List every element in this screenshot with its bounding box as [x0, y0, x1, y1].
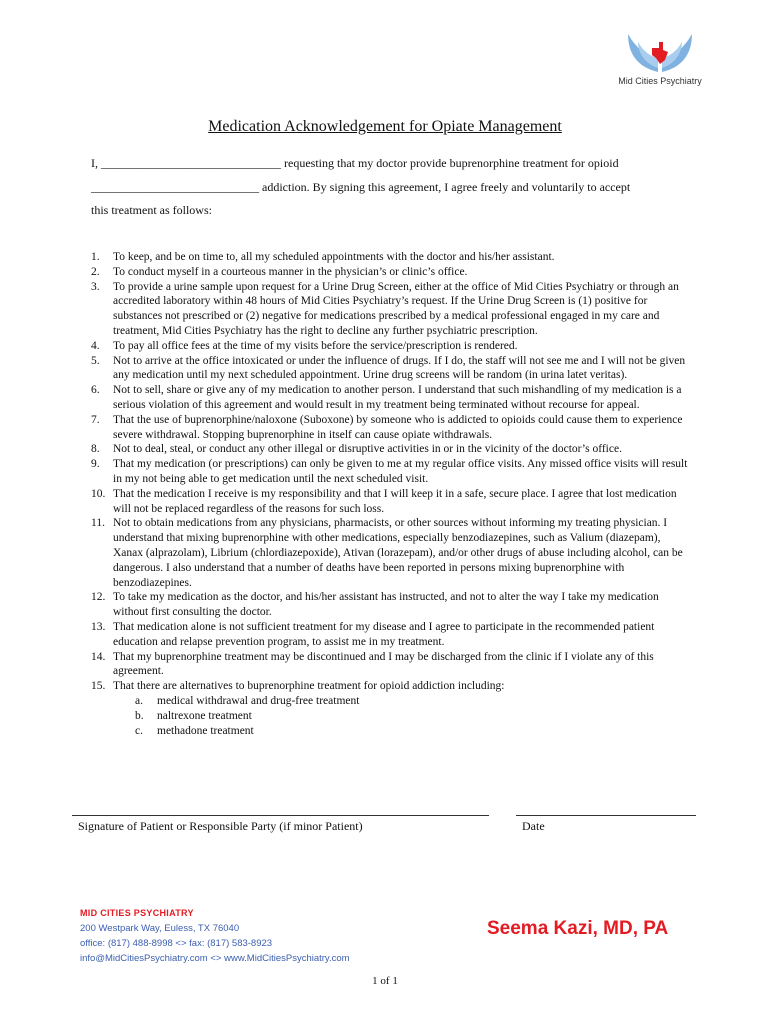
list-item-number: 7. [91, 413, 100, 426]
list-item-number: 4. [91, 339, 100, 352]
footer-org: MID CITIES PSYCHIATRY [80, 908, 194, 918]
list-item-number: 3. [91, 280, 100, 293]
alternatives-sublist [113, 694, 691, 738]
patient-signature-line[interactable] [72, 815, 489, 816]
sublist-item-letter: c. [135, 724, 143, 737]
list-item [91, 354, 691, 384]
patient-signature-label: Signature of Patient or Responsible Party (if minor Patient) [78, 819, 363, 833]
list-item [91, 265, 691, 280]
list-item-number: 1. [91, 251, 100, 263]
list-item-number: 6. [91, 384, 100, 397]
date-label: Date [522, 819, 545, 833]
footer-address: 200 Westpark Way, Euless, TX 76040 [80, 923, 240, 934]
list-item-text: To pay all office fees at the time of my visits before the service/prescription is rendered. [113, 339, 518, 352]
clinic-logo [600, 28, 720, 90]
list-item [91, 442, 691, 457]
list-item-text: That my medication (or prescriptions) can only be given to me at my regular office visits. Any missed office visits will result in my not being able to get medication until the next scheduled visit. [113, 458, 688, 485]
footer-contact [80, 906, 350, 966]
logo-wings-icon [622, 28, 698, 76]
page-number: 1 of 1 [372, 975, 398, 987]
list-item-number: 13. [91, 620, 106, 633]
list-item-number: 14. [91, 650, 106, 663]
list-item-text: That the use of buprenorphine/naloxone (Suboxone) by someone who is addicted to opioids could cause them to experience severe withdrawal. Stopping buprenorphine in itself can cause opiate withdrawals. [113, 413, 683, 441]
agreement-list [91, 250, 691, 738]
list-item [91, 487, 691, 517]
list-item-text: To take my medication as the doctor, and his/her assistant has instructed, and not to alter the way I take my medication without first consulting the doctor. [113, 591, 659, 619]
list-item [91, 457, 691, 487]
doctor-name: Seema Kazi, MD, PA [487, 918, 669, 939]
list-item-number: 12. [91, 591, 106, 604]
list-item-number: 11. [91, 517, 105, 530]
list-item-text: That my buprenorphine treatment may be discontinued and I may be discharged from the clinic if I violate any of this agreement. [113, 650, 654, 678]
sublist-item [113, 694, 691, 709]
list-item-text: That there are alternatives to buprenorphine treatment for opioid addiction including: [113, 680, 505, 693]
list-item [91, 280, 691, 339]
list-item-number: 15. [91, 680, 106, 693]
list-item-text: That the medication I receive is my responsibility and that I will keep it in a safe, secure place. I agree that lost medication will not be replaced regardless of the reasons for such loss. [113, 487, 677, 515]
list-item-number: 10. [91, 487, 106, 500]
list-item [91, 650, 691, 680]
sublist-item-letter: b. [135, 709, 144, 722]
footer-email[interactable]: info@MidCitiesPsychiatry.com <> www.MidCitiesPsychiatry.com [80, 953, 350, 964]
sublist-item [113, 724, 691, 739]
list-item [91, 250, 691, 265]
sublist-item-letter: a. [135, 694, 143, 707]
list-item-text: To conduct myself in a courteous manner in the physician’s or clinic’s office. [113, 265, 468, 278]
list-item-text: To keep, and be on time to, all my scheduled appointments with the doctor and his/her assistant. [113, 251, 555, 263]
list-item [91, 383, 691, 413]
list-item [91, 516, 691, 590]
list-item-text: Not to obtain medications from any physicians, pharmacists, or other sources without informing my treating physician. I understand that mixing buprenorphine with other medications, especially benzodiazepines, such as Valium (diazepam), Xanax (alprazolam), Librium (chlordiazepoxide), Ativan (lorazepam), and/or other drugs of abuse including alcohol, can be dangerous. I also understand that a number of deaths have been reported in persons mixing buprenorphine with benzodiazepines. [113, 517, 683, 589]
intro-line-3: this treatment as follows: [91, 203, 212, 217]
date-signature-line[interactable] [516, 815, 696, 816]
list-item-number: 2. [91, 265, 100, 278]
list-item [91, 620, 691, 650]
intro-line-2: ____________________________ addiction. By signing this agreement, I agree freely and voluntarily to accept [91, 180, 631, 194]
intro-line-1: I, ______________________________ requesting that my doctor provide buprenorphine treatment for opioid [91, 156, 619, 170]
footer-phone: office: (817) 488-8998 <> fax: (817) 583-8923 [80, 938, 273, 949]
sublist-item [113, 709, 691, 724]
list-item [91, 679, 691, 738]
logo-text: Mid Cities Psychiatry [618, 76, 702, 86]
list-item-text: To provide a urine sample upon request for a Urine Drug Screen, either at the office of Mid Cities Psychiatry or through an accredited laboratory within 48 hours of Mid Cities Psychiatry’s request. If the Urine Drug Screen is (1) positive for substances not prescribed or (2) negative for medications prescribed by a medical professional engaged in my care and treatment, Mid Cities Psychiatry has the right to decline any further psychiatric prescription. [113, 280, 679, 337]
sublist-item-text: medical withdrawal and drug-free treatment [157, 694, 360, 707]
list-item-number: 9. [91, 458, 100, 471]
sublist-item-text: naltrexone treatment [157, 709, 252, 722]
list-item-text: Not to arrive at the office intoxicated or under the influence of drugs. If I do, the staff will not see me and I will not be given any medication until my next scheduled appointment. Urine drug screens will be random (in urina latet veritas). [113, 354, 686, 382]
list-item-number: 5. [91, 354, 100, 367]
list-item [91, 590, 691, 620]
list-item-text: That medication alone is not sufficient treatment for my disease and I agree to participate in the recommended patient education and relapse prevention program, to assist me in my treatment. [113, 620, 655, 648]
list-item [91, 413, 691, 443]
list-item-text: Not to sell, share or give any of my medication to another person. I understand that such mishandling of my medication is a serious violation of this agreement and would result in my treatment being terminated without recourse for appeal. [113, 384, 682, 411]
sublist-item-text: methadone treatment [157, 724, 254, 737]
document-title: Medication Acknowledgement for Opiate Management [208, 118, 562, 135]
list-item-number: 8. [91, 443, 100, 456]
list-item-text: Not to deal, steal, or conduct any other illegal or disruptive activities in or in the vicinity of the doctor’s office. [113, 443, 622, 456]
list-item [91, 339, 691, 354]
